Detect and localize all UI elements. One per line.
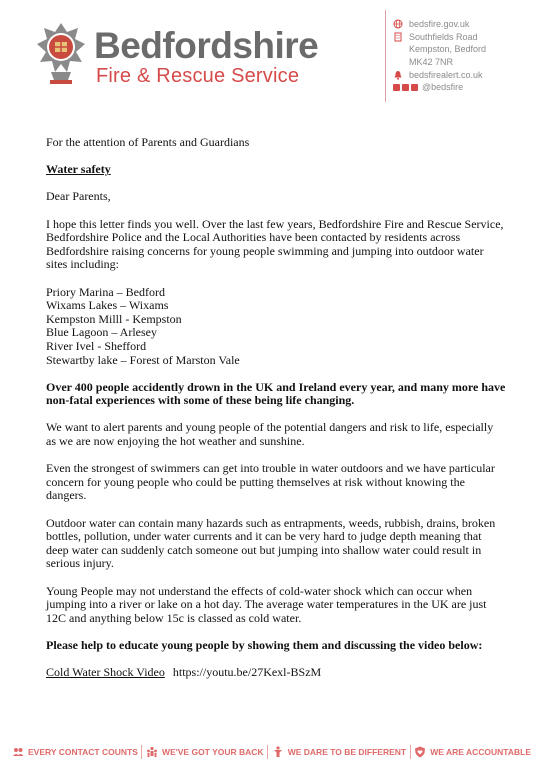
value-label: WE DARE TO BE DIFFERENT xyxy=(287,747,407,757)
subject-line: Water safety xyxy=(46,162,111,177)
list-item: Blue Lagoon – Arlesey xyxy=(46,325,157,340)
drowning-statistic: Over 400 people accidently drown in the UK and Ireland every year, and many more have non-fatal experiences with some of these being life changing. xyxy=(46,379,506,408)
contact-alert-site[interactable] xyxy=(393,68,538,81)
value-label: WE ARE ACCOUNTABLE xyxy=(430,747,531,757)
value-label: WE'VE GOT YOUR BACK xyxy=(162,747,264,757)
social-handle: @bedsfire xyxy=(422,82,464,93)
letterhead xyxy=(0,0,543,110)
address-line-3: MK42 7NR xyxy=(409,57,454,68)
globe-icon xyxy=(393,19,403,29)
building-icon xyxy=(393,32,403,42)
address-line-1: Southfields Road xyxy=(409,31,478,42)
people-icon xyxy=(12,746,24,758)
alert-paragraph: We want to alert parents and young people of the potential dangers and risk to life, especially as we are now enjoying the hot weather and sunshine. xyxy=(46,420,494,449)
cold-shock-paragraph: Young People may not understand the effects of cold-water shock which can occur when jumping into a river or lake on a hot day. The average water temperatures in the UK are just 12C and anything below 15c is classed as cold water. xyxy=(46,583,487,625)
list-item: Wixams Lakes – Wixams xyxy=(46,298,169,313)
list-item: Stewartby lake – Forest of Marston Vale xyxy=(46,352,240,367)
list-item: River Ivel - Shefford xyxy=(46,338,147,353)
facebook-icon[interactable] xyxy=(393,84,400,91)
contact-address-3 xyxy=(393,56,538,69)
educate-request: Please help to educate young people by showing them and discussing the video below: xyxy=(46,637,483,652)
video-link-line xyxy=(46,666,506,680)
list-item: Priory Marina – Bedford xyxy=(46,284,165,299)
person-icon xyxy=(272,746,284,758)
fire-service-crest-icon xyxy=(36,22,86,86)
footer-divider xyxy=(267,745,268,759)
header-divider xyxy=(385,10,386,102)
contact-website[interactable] xyxy=(393,18,538,31)
location-list xyxy=(46,286,506,368)
intro-paragraph: I hope this letter finds you well. Over the last few years, Bedfordshire Fire and Rescue Service, Bedfordshire Police and the Local Authorities have been contacted by residents across Bedfordshire raising concerns for young people swimming and jumping into outdoor water sites including: xyxy=(46,216,504,272)
value-label: EVERY CONTACT COUNTS xyxy=(28,747,138,757)
shield-heart-icon xyxy=(414,746,426,758)
footer-divider xyxy=(141,745,142,759)
footer-divider xyxy=(410,745,411,759)
social-icons xyxy=(393,84,418,91)
contact-block xyxy=(393,18,538,94)
values-footer xyxy=(0,742,543,762)
list-item: Kempston Milll - Kempston xyxy=(46,311,182,326)
contact-address-2 xyxy=(393,43,538,56)
contact-address-1 xyxy=(393,31,538,44)
brand-subtitle: Fire & Rescue Service xyxy=(96,65,300,87)
bell-icon xyxy=(393,70,403,80)
youtube-icon[interactable] xyxy=(402,84,409,91)
alert-site-text: bedsfirealert.co.uk xyxy=(409,69,483,80)
letter-body xyxy=(46,136,506,680)
team-icon xyxy=(146,746,158,758)
value-accountable xyxy=(414,746,531,758)
salutation: Dear Parents, xyxy=(46,189,111,204)
strong-swimmers-paragraph: Even the strongest of swimmers can get into trouble in water outdoors and we have particular concern for young people who could be putting themselves at risk without knowing the dangers. xyxy=(46,461,495,503)
instagram-icon[interactable] xyxy=(411,84,418,91)
address-line-2: Kempston, Bedford xyxy=(409,44,487,55)
value-got-your-back xyxy=(146,746,264,758)
value-dare-to-be-different xyxy=(272,746,406,758)
video-link-label[interactable]: Cold Water Shock Video xyxy=(46,665,165,680)
hazards-paragraph: Outdoor water can contain many hazards such as entrapments, weeds, rubbish, drains, broken bottles, pollution, under water currents and it can be very hard to judge depth meaning that deep water can suddenly catch someone out but jumping into shallow water could result in serious injury. xyxy=(46,515,496,571)
website-text: bedsfire.gov.uk xyxy=(409,19,470,30)
value-every-contact-counts xyxy=(12,746,138,758)
attention-line: For the attention of Parents and Guardians xyxy=(46,135,250,149)
video-url[interactable]: https://youtu.be/27Kexl-BSzM xyxy=(172,665,322,680)
contact-social[interactable] xyxy=(393,81,538,94)
brand-name: Bedfordshire xyxy=(94,25,319,66)
